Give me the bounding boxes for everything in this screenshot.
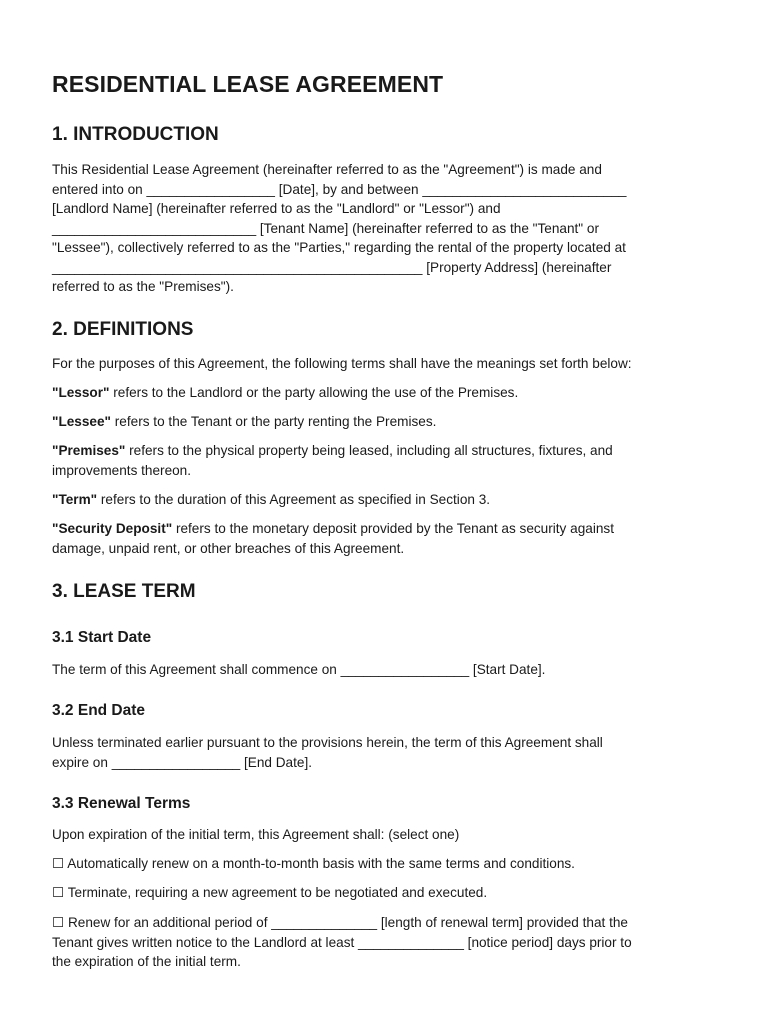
subsection-heading-end-date: 3.2 End Date [52,702,146,719]
start-date-text: The term of this Agreement shall commence on _________________ [Start Date]. [52,662,546,677]
checkbox-icon: ☐ [52,915,65,930]
option-text-continued: the expiration of the initial term. [52,954,241,969]
renewal-option-additional-period [52,913,722,972]
end-date-paragraph [52,733,722,772]
checkbox-icon: ☐ [52,885,65,900]
subsection-heading-renewal-terms: 3.3 Renewal Terms [52,795,191,812]
definition-term: "Lessee" [52,414,111,429]
definition-text-continued: improvements thereon. [52,462,192,478]
text-line: entered into on _________________ [Date], by and between ___________________________ [52,181,627,197]
definition-premises [52,441,722,480]
text-line: _________________________________________________ [Property Address] (hereinafter [52,259,612,275]
option-text: Automatically renew on a month-to-month basis with the same terms and conditions. [64,856,575,871]
text-line: [Landlord Name] (hereinafter referred to as the "Landlord" or "Lessor") and [52,201,501,216]
text-line: ___________________________ [Tenant Name] (hereinafter referred to as the "Tenant" or [52,220,600,236]
definition-term-entry [52,490,722,510]
text-line: referred to as the "Premises"). [52,279,234,294]
option-text: Renew for an additional period of ______________ [length of renewal term] provided that the [64,915,628,930]
definition-term: "Security Deposit" [52,521,173,536]
definition-text: refers to the Landlord or the party allowing the use of the Premises. [109,385,519,400]
renewal-option-terminate [52,883,722,903]
definition-term: "Term" [52,492,98,507]
option-text: Terminate, requiring a new agreement to be negotiated and executed. [64,885,488,900]
definition-text-continued: damage, unpaid rent, or other breaches of this Agreement. [52,540,405,556]
checkbox-icon: ☐ [52,856,65,871]
definitions-intro: For the purposes of this Agreement, the following terms shall have the meanings set forth below: [52,356,632,371]
definition-term: "Premises" [52,443,126,458]
document-title: RESIDENTIAL LEASE AGREEMENT [52,71,444,97]
text-line: "Lessee"), collectively referred to as the "Parties," regarding the rental of the property located at [52,240,626,255]
section-heading-definitions: 2. DEFINITIONS [52,319,194,340]
renewal-intro: Upon expiration of the initial term, this Agreement shall: (select one) [52,827,460,842]
definition-security-deposit [52,519,722,558]
definition-text: refers to the monetary deposit provided by the Tenant as security against [172,521,614,536]
definition-text: refers to the Tenant or the party renting the Premises. [111,414,437,429]
definition-lessee [52,412,722,432]
definition-text: refers to the duration of this Agreement as specified in Section 3. [97,492,491,507]
section-heading-introduction: 1. INTRODUCTION [52,124,219,145]
text-line: Unless terminated earlier pursuant to the provisions herein, the term of this Agreement shall [52,735,603,750]
renewal-option-auto-renew [52,854,722,874]
definition-text: refers to the physical property being leased, including all structures, fixtures, and [125,443,613,458]
text-line: This Residential Lease Agreement (hereinafter referred to as the "Agreement") is made and [52,162,602,177]
definition-term: "Lessor" [52,385,110,400]
section-heading-lease-term: 3. LEASE TERM [52,581,196,602]
text-line: expire on _________________ [End Date]. [52,754,313,770]
introduction-paragraph [52,160,722,297]
subsection-heading-start-date: 3.1 Start Date [52,629,152,646]
option-text-continued: Tenant gives written notice to the Landlord at least ______________ [notice period] days prior to [52,934,632,950]
definition-lessor [52,383,722,403]
